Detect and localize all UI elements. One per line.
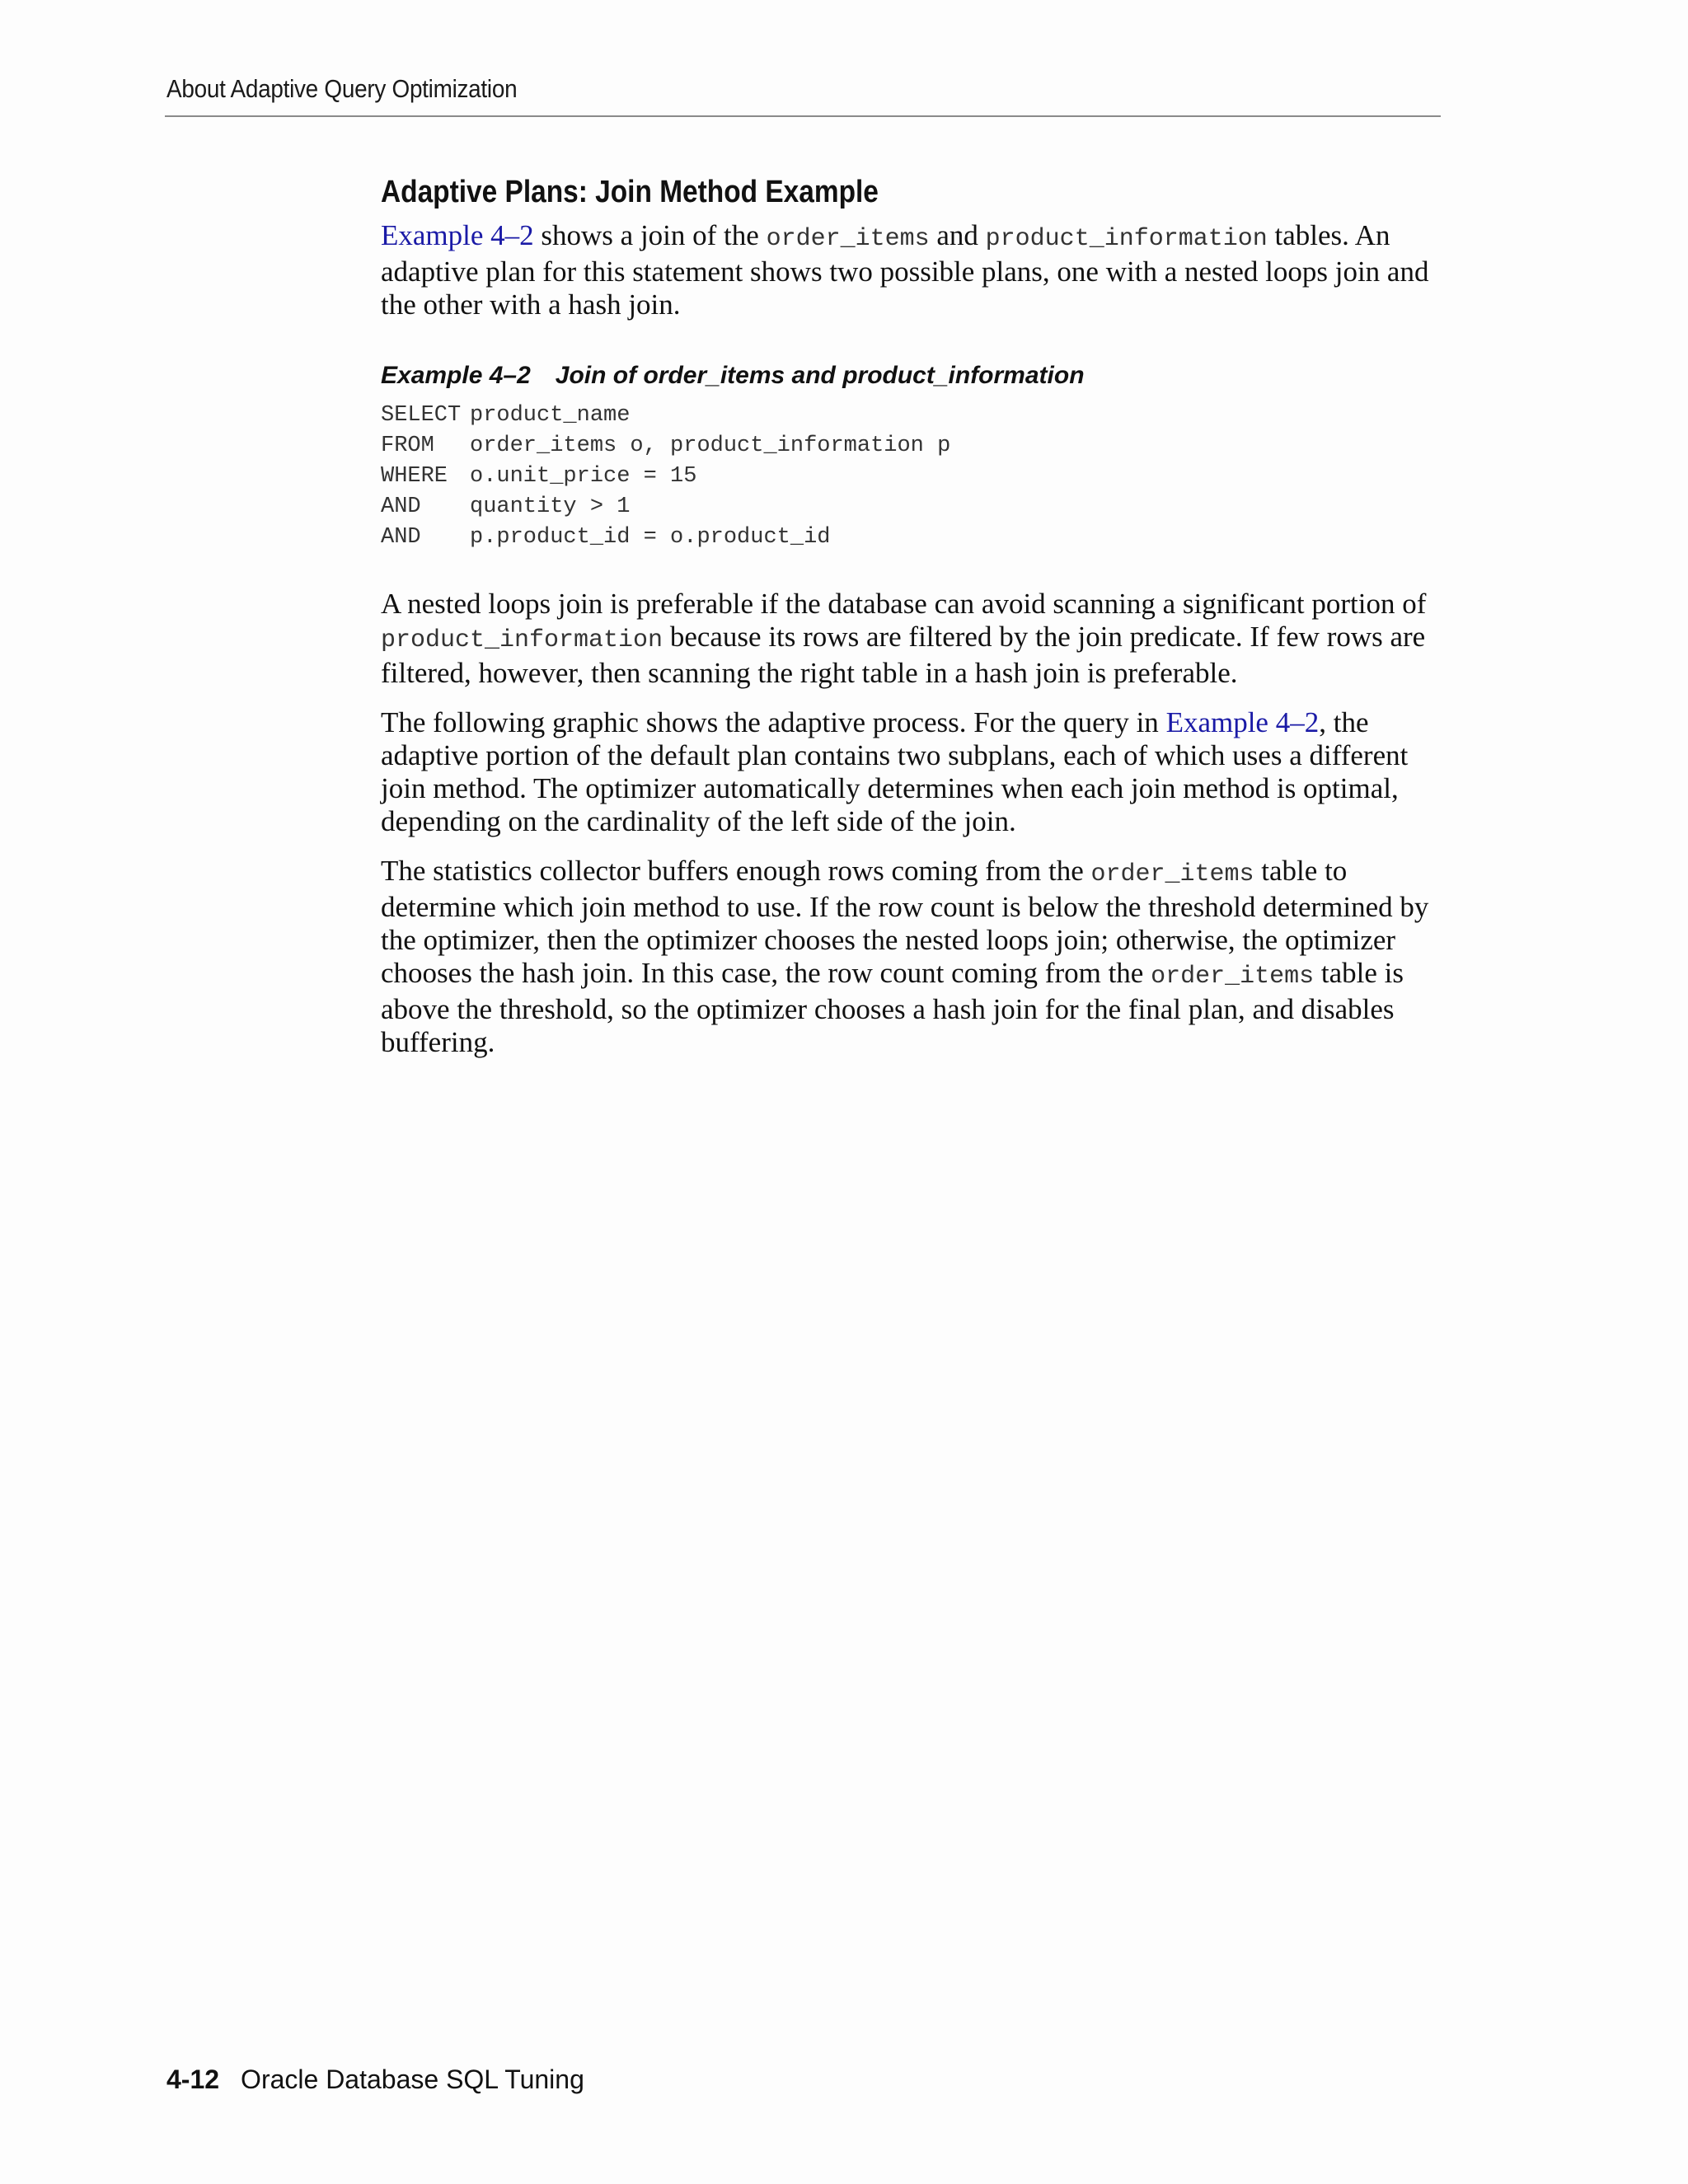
page-number: 4-12 <box>166 2064 220 2094</box>
code-line <box>381 401 1444 431</box>
paragraph-text: shows a join of the <box>533 219 767 251</box>
example-caption <box>381 359 1444 392</box>
sql-keyword: SELECT <box>381 403 462 428</box>
example-4-2-link[interactable]: Example 4–2 <box>381 219 534 251</box>
paragraph-text: The following graphic shows the adaptive process. For the query in <box>381 706 1166 738</box>
paragraph-statistics-collector <box>381 855 1444 1059</box>
paragraph-text: table is above the threshold, so the optimizer chooses a hash join for the final plan, and disables buffering. <box>381 957 1404 1058</box>
page-footer <box>166 2064 584 2095</box>
sql-clause: p.product_id = o.product_id <box>470 525 831 550</box>
example-4-2-link[interactable]: Example 4–2 <box>1165 706 1320 738</box>
paragraph-text: The statistics collector buffers enough rows coming from the <box>381 855 1091 887</box>
paragraph-intro <box>381 219 1444 321</box>
code-line <box>381 523 1444 553</box>
header-divider <box>165 115 1441 117</box>
paragraph-text: because its rows are filtered by the join predicate. If few rows are filtered, however, then scanning the right table in a hash join is preferable. <box>381 621 1426 689</box>
paragraph-text: A nested loops join is preferable if the database can avoid scanning a significant portion of <box>381 588 1427 620</box>
example-number: Example 4–2 <box>381 362 531 389</box>
sql-keyword: FROM <box>381 434 434 458</box>
code-line <box>381 492 1444 523</box>
sql-clause: product_name <box>470 403 631 428</box>
sql-code-block <box>381 401 1444 553</box>
paragraph-text: , the adaptive portion of the default plan contains two subplans, each of which uses a different join method. The optimizer automatically determines when each join method is optimal, depending on the cardinality of the left side of the join. <box>381 706 1409 837</box>
inline-code: order_items <box>766 225 930 253</box>
inline-code: product_information <box>985 225 1268 253</box>
main-content <box>381 171 1444 1059</box>
paragraph-text: tables. An adaptive plan for this statement shows two possible plans, one with a nested loops join and the other with a hash join. <box>381 219 1429 321</box>
sql-keyword: AND <box>381 525 421 550</box>
paragraph-adaptive-process <box>381 706 1444 838</box>
book-title: Oracle Database SQL Tuning <box>241 2064 584 2094</box>
code-line <box>381 431 1444 462</box>
inline-code: product_information <box>381 626 663 654</box>
sql-keyword: AND <box>381 494 421 519</box>
section-heading: Adaptive Plans: Join Method Example <box>381 175 879 209</box>
example-title: Join of order_items and product_information <box>555 362 1085 389</box>
sql-keyword: WHERE <box>381 464 448 489</box>
sql-clause: o.unit_price = 15 <box>470 464 697 489</box>
paragraph-text: table to determine which join method to use. If the row count is below the threshold determined by the optimizer, then the optimizer chooses the nested loops join; otherwise, the optimizer chooses the hash join. In this case, the row count coming from the <box>381 855 1429 989</box>
paragraph-nested-loops <box>381 588 1444 690</box>
running-header-title: About Adaptive Query Optimization <box>166 74 518 103</box>
inline-code: order_items <box>1151 963 1315 991</box>
paragraph-text: and <box>929 219 986 251</box>
sql-clause: quantity > 1 <box>470 494 631 519</box>
sql-clause: order_items o, product_information p <box>470 434 951 458</box>
code-line <box>381 462 1444 492</box>
inline-code: order_items <box>1090 860 1254 888</box>
